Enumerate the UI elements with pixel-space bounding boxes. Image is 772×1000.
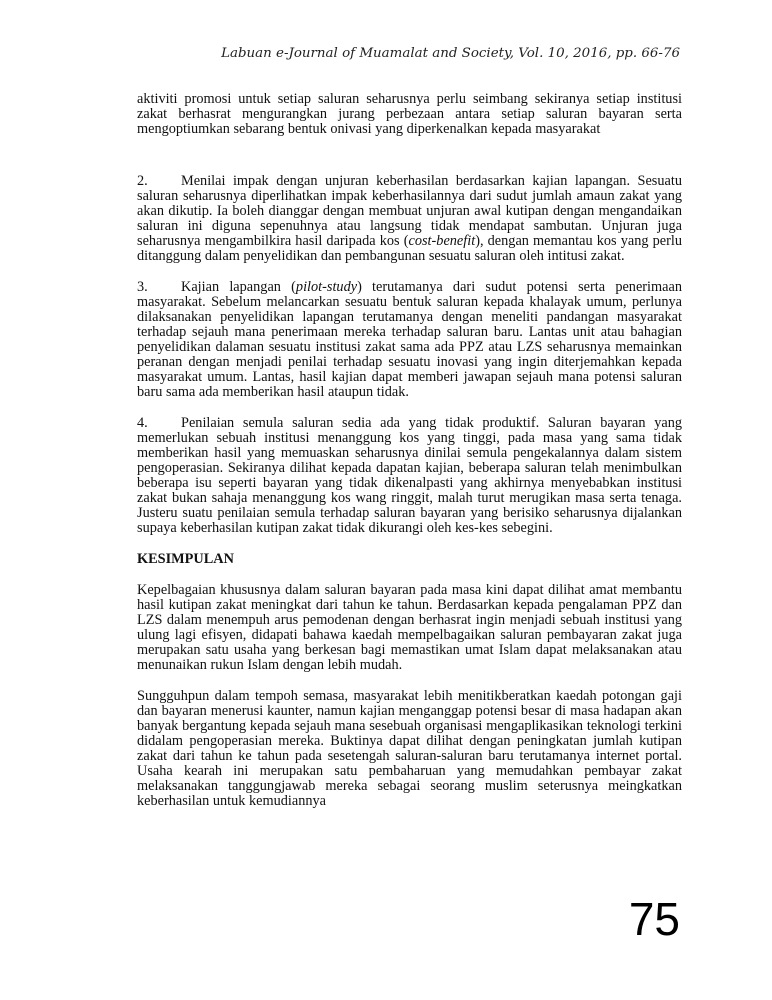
list-item-4 (137, 416, 682, 536)
conclusion-paragraph-1: Kepelbagaian khususnya dalam saluran bayaran pada masa kini dapat dilihat amat membantu hasil kutipan zakat meningkat dari tahun ke tahun. Berdasarkan kepada pengalaman PPZ dan LZS dalam menempuh arus pemodenan dengan berhasrat ingin menjadi sebuah institusi yang ulung lagi efisyen, didapati bahawa kaedah mempelbagaikan saluran pembayaran zakat juga merupakan satu usaha yang berkesan bagi memastikan umat Islam dapat melaksanakan atau menunaikan rukun Islam dengan lebih mudah. (137, 582, 682, 673)
list-item-2 (137, 174, 682, 264)
section-heading: KESIMPULAN (137, 551, 234, 567)
conclusion-paragraph-2: Sungguhpun dalam tempoh semasa, masyarakat lebih menitikberatkan kaedah potongan gaji dan bayaran menerusi kaunter, namun kajian menganggap potensi besar di masa hadapan akan banyak bergantung kepada sejauh mana sesebuah organisasi mengaplikasikan teknologi terkini didalam pengoperasian mereka. Buktinya dapat dilihat dengan peningkatan jumlah kutipan zakat dari tahun ke tahun pada sesetengah saluran-saluran baru terutamanya internet portal. Usaha kearah ini merupakan satu pembaharuan yang memudahkan pembayar zakat melaksanakan tanggungjawab mereka sebagai seorang muslim seterusnya meingkatkan keberhasilan untuk kemudiannya (137, 688, 682, 809)
spacer (137, 567, 682, 583)
list-text: ) terutamanya dari sudut potensi serta penerimaan masyarakat. Sebelum melancarkan sesuatu bentuk saluran kepada khalayak umum, perlunya dilaksanakan penyelidikan lapangan terutamanya dengan meneliti pandangan masyarakat terhadap sejauh mana penerimaan mereka terhadap saluran baru. Lantas unit atau bahagian penyelidikan dalaman sesuatu institusi zakat sama ada PPZ atau LZS seharusnya memainkan peranan dengan menjadi penilai terhadap sesuatu inovasi yang ingin diterjemahkan kepada masyarakat umum. Lantas, hasil kajian dapat memberi jawapan sejauh mana potensi saluran baru sama ada memberikan hasil ataupun tidak. (137, 279, 682, 400)
list-text: ), dengan memantau kos yang perlu ditanggung dalam penyelidikan dan pembangunan sesuatu saluran oleh intitusi zakat. (137, 233, 682, 264)
list-number: 2. (137, 173, 148, 189)
spacer (137, 673, 682, 689)
italic-term: cost-benefit (408, 233, 476, 249)
running-header: Labuan e-Journal of Muamalat and Society, Vol. 10, 2016, pp. 66-76 (221, 46, 680, 61)
italic-term: pilot-study (295, 279, 358, 295)
spacer (137, 400, 682, 416)
article-body (137, 92, 682, 809)
list-number: 4. (137, 415, 148, 431)
page-number: 75 (628, 893, 680, 945)
intro-paragraph: aktiviti promosi untuk setiap saluran seharusnya perlu seimbang sekiranya setiap institusi zakat berhasrat mengurangkan jurang perbezaan antara setiap saluran bayaran serta mengoptiumkan sebarang bentuk onivasi yang diperkenalkan kepada masyarakat (137, 91, 682, 137)
list-number: 3. (137, 279, 148, 295)
spacer (137, 536, 682, 552)
list-text: Menilai impak dengan unjuran keberhasilan berdasarkan kajian lapangan. Sesuatu saluran seharusnya diperlihatkan impak keberhasilannya dari sudut jumlah amaun zakat yang akan dikutip. Ia boleh dianggar dengan membuat unjuran awal kutipan dengan mengandaikan saluran ini diguna sepenuhnya atau langsung tidak mendapat sambutan. Unjuran juga seharusnya mengambilkira hasil daripada kos ( (137, 173, 682, 249)
list-text: Penilaian semula saluran sedia ada yang tidak produktif. Saluran bayaran yang memerlukan sebuah institusi menanggung kos yang tinggi, pada masa yang sama tidak memberikan hasil yang memuaskan seharusnya dinilai semula pengekalannya dalam sistem pengoperasian. Sekiranya dilihat kepada dapatan kajian, beberapa saluran telah menimbulkan beberapa isu seperti bayaran yang tidak dikenalpasti yang akhirnya menyebabkan institusi zakat bukan sahaja menanggung kos wang ringgit, malah turut merugikan masa serta tenaga. Justeru suatu penilaian semula terhadap saluran bayaran yang berisiko seharusnya dijalankan supaya keberhasilan kutipan zakat tidak dikurangi oleh kes-kes sebegini. (137, 415, 682, 536)
spacer (137, 264, 682, 280)
spacer (137, 137, 682, 174)
list-item-3 (137, 280, 682, 400)
list-text: Kajian lapangan ( (181, 279, 296, 295)
